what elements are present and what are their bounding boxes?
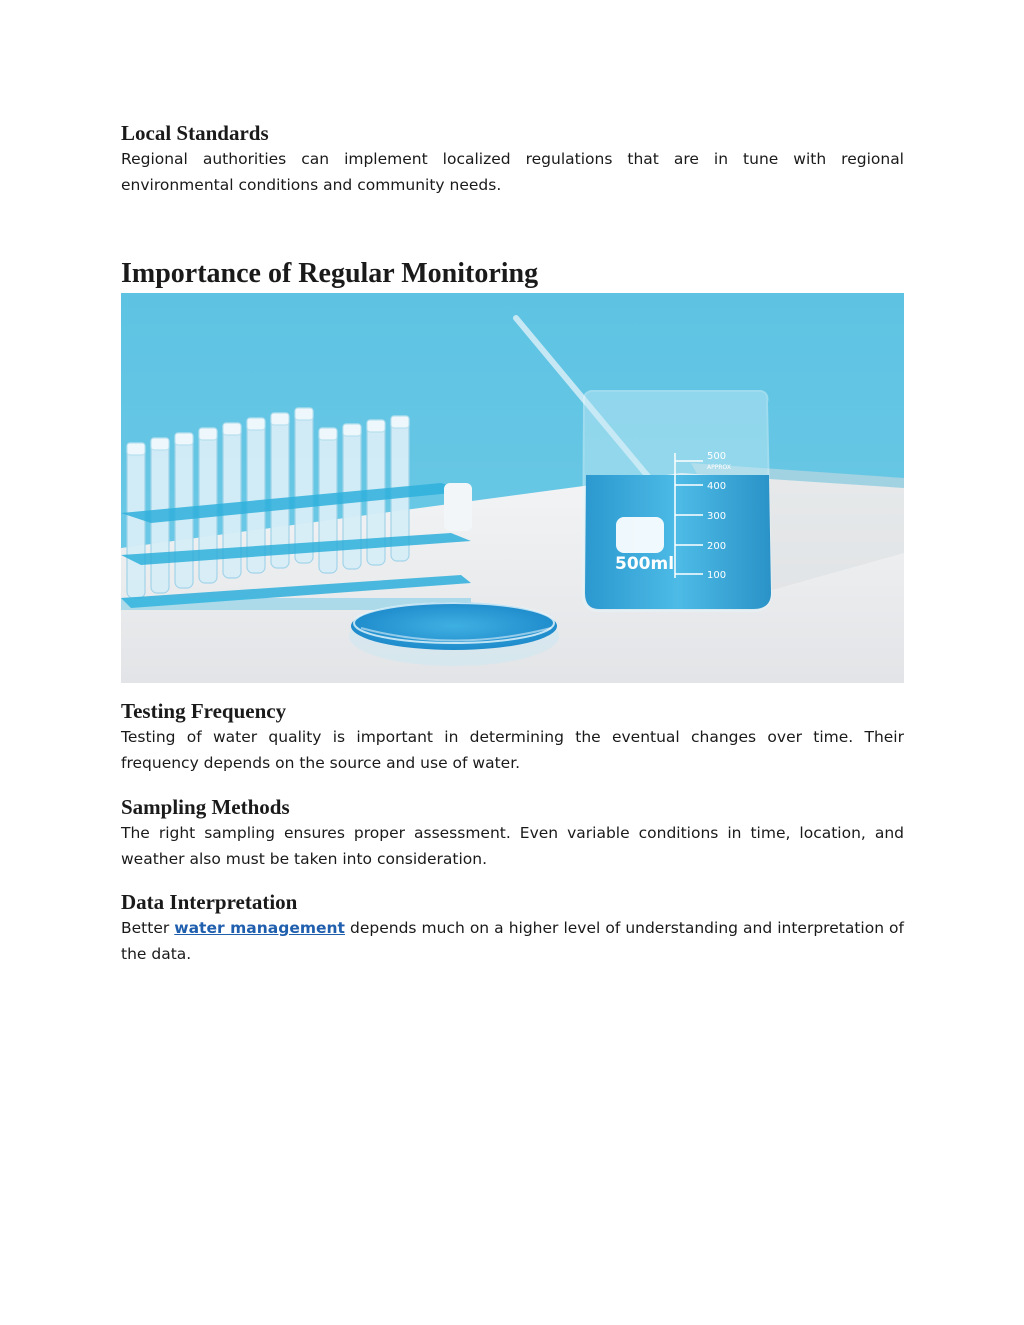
data-interpretation-prefix: Better — [121, 919, 170, 937]
petri-dish — [349, 602, 559, 666]
regular-monitoring-heading: Importance of Regular Monitoring — [121, 258, 539, 289]
scale-mark-200: 200 — [707, 541, 727, 552]
data-interpretation-body — [121, 915, 904, 967]
beaker-volume-label: 500ml — [615, 554, 675, 574]
sampling-methods-heading: Sampling Methods — [121, 795, 290, 819]
scale-mark-400: 400 — [707, 481, 727, 492]
section-regular-monitoring — [121, 257, 904, 291]
water-management-link[interactable]: water management — [174, 919, 345, 937]
testing-frequency-heading: Testing Frequency — [121, 699, 287, 723]
sampling-methods-body: The right sampling ensures proper assessment. Even variable conditions in time, location, and weather also must be taken into consideration. — [121, 824, 904, 868]
scale-mark-300: 300 — [707, 511, 727, 522]
scale-mark-500: 500 — [707, 451, 727, 462]
local-standards-heading: Local Standards — [121, 121, 269, 145]
section-data-interpretation — [121, 889, 904, 967]
scale-mark-100: 100 — [707, 570, 727, 581]
section-local-standards — [121, 120, 904, 198]
data-interpretation-heading: Data Interpretation — [121, 890, 298, 914]
testing-frequency-body: Testing of water quality is important in determining the eventual changes over time. Their frequency depends on the source and use of water. — [121, 728, 904, 772]
lab-glassware-photo — [121, 293, 904, 683]
section-testing-frequency — [121, 698, 904, 776]
local-standards-body: Regional authorities can implement localized regulations that are in tune with regional environmental conditions and community needs. — [121, 150, 904, 194]
section-sampling-methods — [121, 794, 904, 872]
approx-label: APPROX — [707, 464, 731, 471]
data-interpretation-suffix: depends much on a higher level of understanding and interpretation of the data. — [121, 919, 904, 963]
